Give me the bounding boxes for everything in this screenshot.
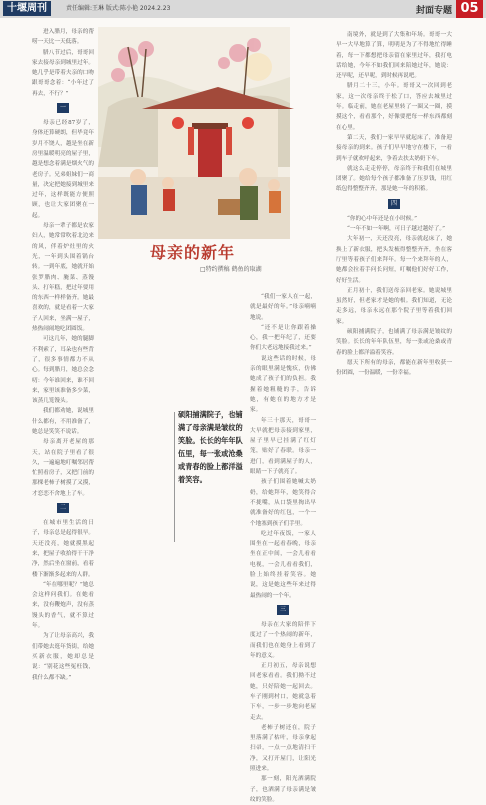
new-year-illustration	[98, 27, 290, 239]
section-marker: 二	[57, 503, 69, 513]
paragraph: 可这几年，她的腿脚不利索了，耳朵也有些背了，很多事情都力不从心。每到腊月，她总会念叨：今年谁回来，谁不回来，家里该准备多少菜，该蒸几笼馒头。	[32, 336, 94, 405]
paragraph: “还不是让你跟着操心，我一把年纪了，还要你们大老远地接我过来。”	[250, 324, 316, 352]
paragraph: “我们一家人在一起，就是最好的年。”母亲喃喃地说。	[250, 294, 316, 321]
pull-quote: 硕阳捕满院子，也铺满了母亲满是皱纹的笑脸。长长的年年队伍里，每一张或沧桑或青春的脸上都洋溢着笑容。	[178, 410, 243, 484]
column-left	[32, 27, 94, 695]
section-marker: 四	[388, 199, 400, 209]
paragraph: 大年初一，天还没亮，母亲就起床了，她换上了新衣服，把头发梳得整整齐齐，坐在客厅里等着孩子们来拜年。每一个来拜年的人，她都会拉着手问长问短，叮嘱他们好好工作，好好生活。	[336, 236, 452, 284]
article-byline: □特约撰稿 鹤鱼的取湖	[200, 266, 262, 273]
section-marker: 三	[277, 605, 289, 615]
paragraph: 南境外，就是到了大集和年场。哥哥一大早一大早地算了算，明明是为了不得地忙得睡着，每一下都想把母亲留在家里过年，我打电话给她，今年不如我们回来陪她过年，她说：还早呢，还早呢，到时候再说吧。	[336, 32, 452, 80]
paragraph: “你的心中年还是在小时候。”	[347, 215, 418, 222]
paragraph: 母亲一辈子都是农家妇人，她常常吹着北边来的风，伴着炉灶里的火光，一年到头围着锅台转。一到年底，她就开始张罗腊肉、腌菜、蒸馒头、打年糕，把过年要用的东西一样样备齐。她最喜欢的，就是看着一大家子人回来，坐满一屋子，热热闹闹地吃团圆饭。	[32, 223, 94, 333]
paragraph: 正月初五，母亲说想回老家看看。我们拗不过她，只好陪她一起回去。车子刚到村口，她就急着下车，一步一步地向老屋走去。	[250, 663, 316, 721]
paragraph: “一年不如一年啊，可日子越过越好了。”	[347, 226, 446, 233]
paragraph: 腊八节过后，哥哥回家去接母亲到城里过年。她几乎是带着夫亲的口吻跟哥哥念着：“小年过了再去，不行？”	[32, 49, 94, 97]
paragraph: 母亲离开老屋的那天，站在院子里看了很久，一遍遍地叮嘱邻居帮忙照看房子，又把门前的那棵老柿子树摸了又摸，才恋恋不舍地上了车。	[32, 439, 94, 497]
paragraph: 母亲已经87岁了，身体还算硬朗，但毕竟年岁月不饶人，越是坐在新房里温暖明亮的屋子里，越是想念着满是烟火气的老房子。兄弟姐妹们一商量，决定把她接到城里来过年，这样既能方便照顾，也让大家团聚在一起。	[32, 120, 94, 219]
page-header	[0, 0, 486, 18]
column-middle	[250, 292, 316, 803]
paragraph: 母亲在大家的陪伴下度过了一个热闹的新年，而我们也在她身上看到了年的意义。	[250, 621, 316, 659]
paragraph: 老柿子树还在，院子里落满了枯叶，母亲拿起扫帚，一点一点地清扫干净，又打开屋门，让阳光照进来。	[250, 724, 316, 773]
newspaper-name: 十堰周刊	[3, 1, 51, 16]
paragraph: 在城市里生活的日子，母亲总是起得很早。天还没亮，她就摸黑起来，把屋子收拾得干干净净，然后坐在窗前，看着楼下渐渐多起来的人群。	[32, 520, 94, 578]
paragraph: 吃过年夜饭，一家人围坐在一起看春晚，母亲坐在正中间，一会儿看看电视，一会儿看看我们，脸上始终挂着笑容。她说，这是她这些年来过得最热闹的一个年。	[250, 530, 316, 599]
paragraph: 正月初十，我们送母亲回老家。她说城里虽然好，但老家才是她的根。我们知道，无论走多远，母亲永远在那个院子里等着我们回家。	[336, 287, 452, 325]
paragraph: 说这些话的时候，母亲的眼里满是愧疚，仿佛她成了孩子们的负担。我握着她粗糙的手，告诉她，有她在的地方才是家。	[250, 355, 316, 414]
section-title: 封面专题	[415, 6, 452, 16]
paragraph: 年三十那天，哥哥一大早就把母亲接到家里，屋子里早已挂满了红灯笼，贴好了春联。母亲一进门，看到满屋子的人，眼睛一下子就亮了。	[250, 417, 316, 476]
column-right	[336, 30, 452, 695]
pull-quote-rule	[174, 412, 175, 542]
paragraph: 进入腊月，母亲的帮唠一天比一天低落。	[32, 29, 94, 46]
paragraph: 孩子们围着她喊太奶奶，给她拜年，她笑得合不拢嘴，从口袋里掏出早就准备好的红包，一个一个地塞到孩子们手里。	[250, 479, 316, 527]
article-title: 母亲的新年	[150, 243, 236, 262]
editor-credits: 责任编辑:王琳 版式:陈小艳 2024.2.23	[66, 5, 171, 12]
page-number: 05	[456, 0, 483, 18]
village-scene-illustration	[98, 27, 290, 239]
paragraph: 硕阳捕满院子，也铺满了母亲满是皱纹的笑脸。长长的年年队伍里，每一张或沧桑或青春的脸上都洋溢着笑容。	[336, 329, 452, 356]
paragraph: 那一刻，阳光洒满院子，也洒满了母亲满是皱纹的笑脸。	[250, 776, 316, 803]
paragraph: “年在哪里呢？”她总会这样问我们。在她看来，没有鞭炮声，没有蒸馒头的香气，就不算过年。	[32, 581, 94, 630]
section-marker: 一	[57, 103, 69, 113]
paragraph: 为了让母亲高兴，我们带她去逛年货街，给她买新衣服，她却总是说：“别花这些冤枉钱，我什么都不缺。”	[32, 633, 94, 681]
paragraph: 我们都劝她，说城里什么都有，不用准备了，她总是笑笑不说话。	[32, 408, 94, 435]
paragraph: 第二天，我们一家早早就起床了，准备迎接母亲的到来。孩子们早早地守在楼下，一看到车子就欢呼起来，争着去扶太奶奶下车。	[336, 134, 452, 162]
paragraph: 愿天下所有的母亲，都能在新年里收获一份团圆，一份温暖，一份幸福。	[336, 359, 452, 377]
paragraph: 就这么走走停停，母亲终于和我们在城里团聚了。她给每个孩子都准备了压岁钱，用红纸包得整整齐齐，那是她一年的积蓄。	[336, 165, 452, 193]
paragraph: 腊月二十三，小年。哥哥又一次回到老家，这一次母亲终于松了口，答应去城里过年。临走前，她在老屋里转了一圈又一圈，摸摸这个，看看那个，好像要把每一样东西都刻在心里。	[336, 83, 452, 131]
